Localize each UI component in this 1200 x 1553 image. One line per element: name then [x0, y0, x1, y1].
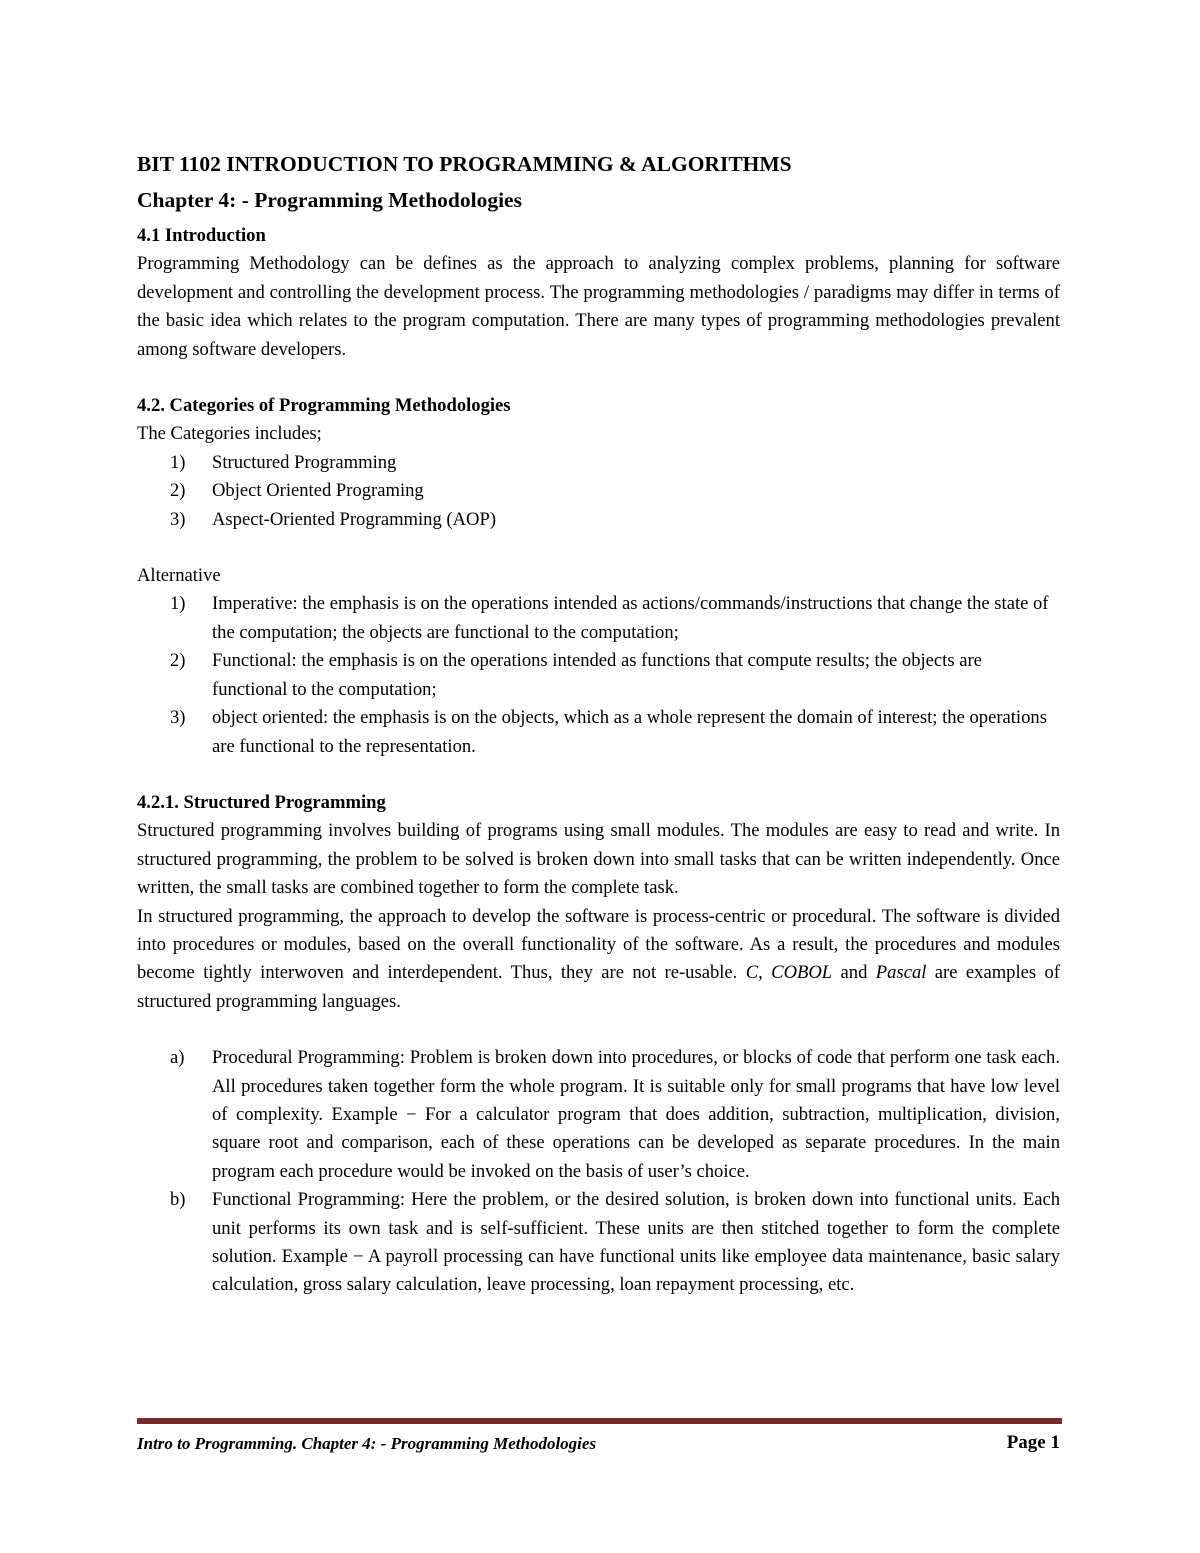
list-item: [137, 506, 1060, 534]
list-marker: 2): [170, 480, 186, 502]
paragraph-text: In structured programming, the approach to develop the software is process-centric or procedural. The software is divided into procedures or modules, based on the overall functionality of the software. As a result, the procedures and modules become tightly interwoven and interdependent. Thus, they are not re-usable.: [137, 905, 1060, 984]
course-title: BIT 1102 INTRODUCTION TO PROGRAMMING & ALGORITHMS: [137, 152, 792, 176]
language-names: C, COBOL: [745, 962, 833, 984]
structured-paragraph-2: [137, 903, 1060, 1017]
footer-rule: [137, 1418, 1062, 1424]
chapter-title: Chapter 4: - Programming Methodologies: [137, 188, 522, 212]
list-item-text: object oriented: the emphasis is on the objects, which as a whole represent the domain of interest; the operations are functional to the representation.: [212, 707, 1047, 757]
list-marker: 3): [170, 508, 186, 530]
list-item: [137, 647, 1060, 704]
list-item: [137, 477, 1060, 505]
intro-paragraph: Programming Methodology can be defines as the approach to analyzing complex problems, planning for software development and controlling the development process. The programming methodologies / paradigms may differ in terms of the basic idea which relates to the program computation. There are many types of programming methodologies prevalent among software developers.: [137, 253, 1060, 360]
structured-heading: 4.2.1. Structured Programming: [137, 791, 386, 813]
footer-title: Intro to Programming. Chapter 4: - Programming Methodologies: [137, 1434, 597, 1453]
list-marker: 1): [170, 593, 186, 615]
language-name: Pascal: [875, 962, 927, 984]
list-item: [137, 1186, 1060, 1300]
spacer: [137, 534, 1060, 562]
spacer: [137, 1016, 1060, 1044]
list-item-text: Functional: the emphasis is on the operations intended as functions that compute results; the objects are functional to the computation;: [212, 650, 982, 700]
intro-heading: 4.1 Introduction: [137, 225, 266, 246]
categories-heading: 4.2. Categories of Programming Methodologies: [137, 395, 511, 417]
alternative-list: [137, 590, 1060, 760]
list-marker: a): [170, 1047, 185, 1069]
list-item: [137, 704, 1060, 761]
spacer: [137, 761, 1060, 789]
page-body: [137, 150, 1060, 1300]
list-marker: 3): [170, 707, 186, 729]
list-item-text: Object Oriented Programing: [212, 480, 424, 502]
list-item-text: Functional Programming: Here the problem, or the desired solution, is broken down into functional units. Each unit performs its own task and is self-sufficient. These units are then stitched together to form the complete solution. Example − A payroll processing can have functional units like employee data maintenance, basic salary calculation, gross salary calculation, leave processing, loan repayment processing, etc.: [212, 1189, 1060, 1296]
list-item-text: Imperative: the emphasis is on the operations intended as actions/commands/instructions that change the state of the computation; the objects are functional to the computation;: [212, 593, 1049, 643]
list-item: [137, 449, 1060, 477]
conjunction: and: [832, 962, 876, 984]
list-item: [137, 1044, 1060, 1186]
spacer: [137, 364, 1060, 392]
categories-lead: The Categories includes;: [137, 423, 322, 445]
structured-types-list: [137, 1044, 1060, 1300]
list-marker: 1): [170, 451, 186, 473]
list-marker: 2): [170, 650, 186, 672]
alternative-label: Alternative: [137, 565, 221, 587]
list-item-text: Structured Programming: [212, 451, 397, 473]
list-item-text: Aspect-Oriented Programming (AOP): [212, 508, 497, 530]
paragraph-text: are examples of structured programming languages.: [137, 962, 1061, 1012]
structured-paragraph-1: Structured programming involves building of programs using small modules. The modules are easy to read and write. In structured programming, the problem to be solved is broken down into small tasks that can be written independently. Once written, the small tasks are combined together to form the complete task.: [137, 820, 1060, 899]
page-number: Page 1: [1006, 1432, 1060, 1453]
list-item-text: Procedural Programming: Problem is broken down into procedures, or blocks of code that perform one task each. All procedures taken together form the whole program. It is suitable only for small programs that have low level of complexity. Example − For a calculator program that does addition, subtraction, multiplication, division, square root and comparison, each of these operations can be developed as separate procedures. In the main program each procedure would be invoked on the basis of user’s choice.: [212, 1047, 1060, 1182]
list-marker: b): [170, 1189, 186, 1211]
categories-list: [137, 449, 1060, 534]
list-item: [137, 590, 1060, 647]
